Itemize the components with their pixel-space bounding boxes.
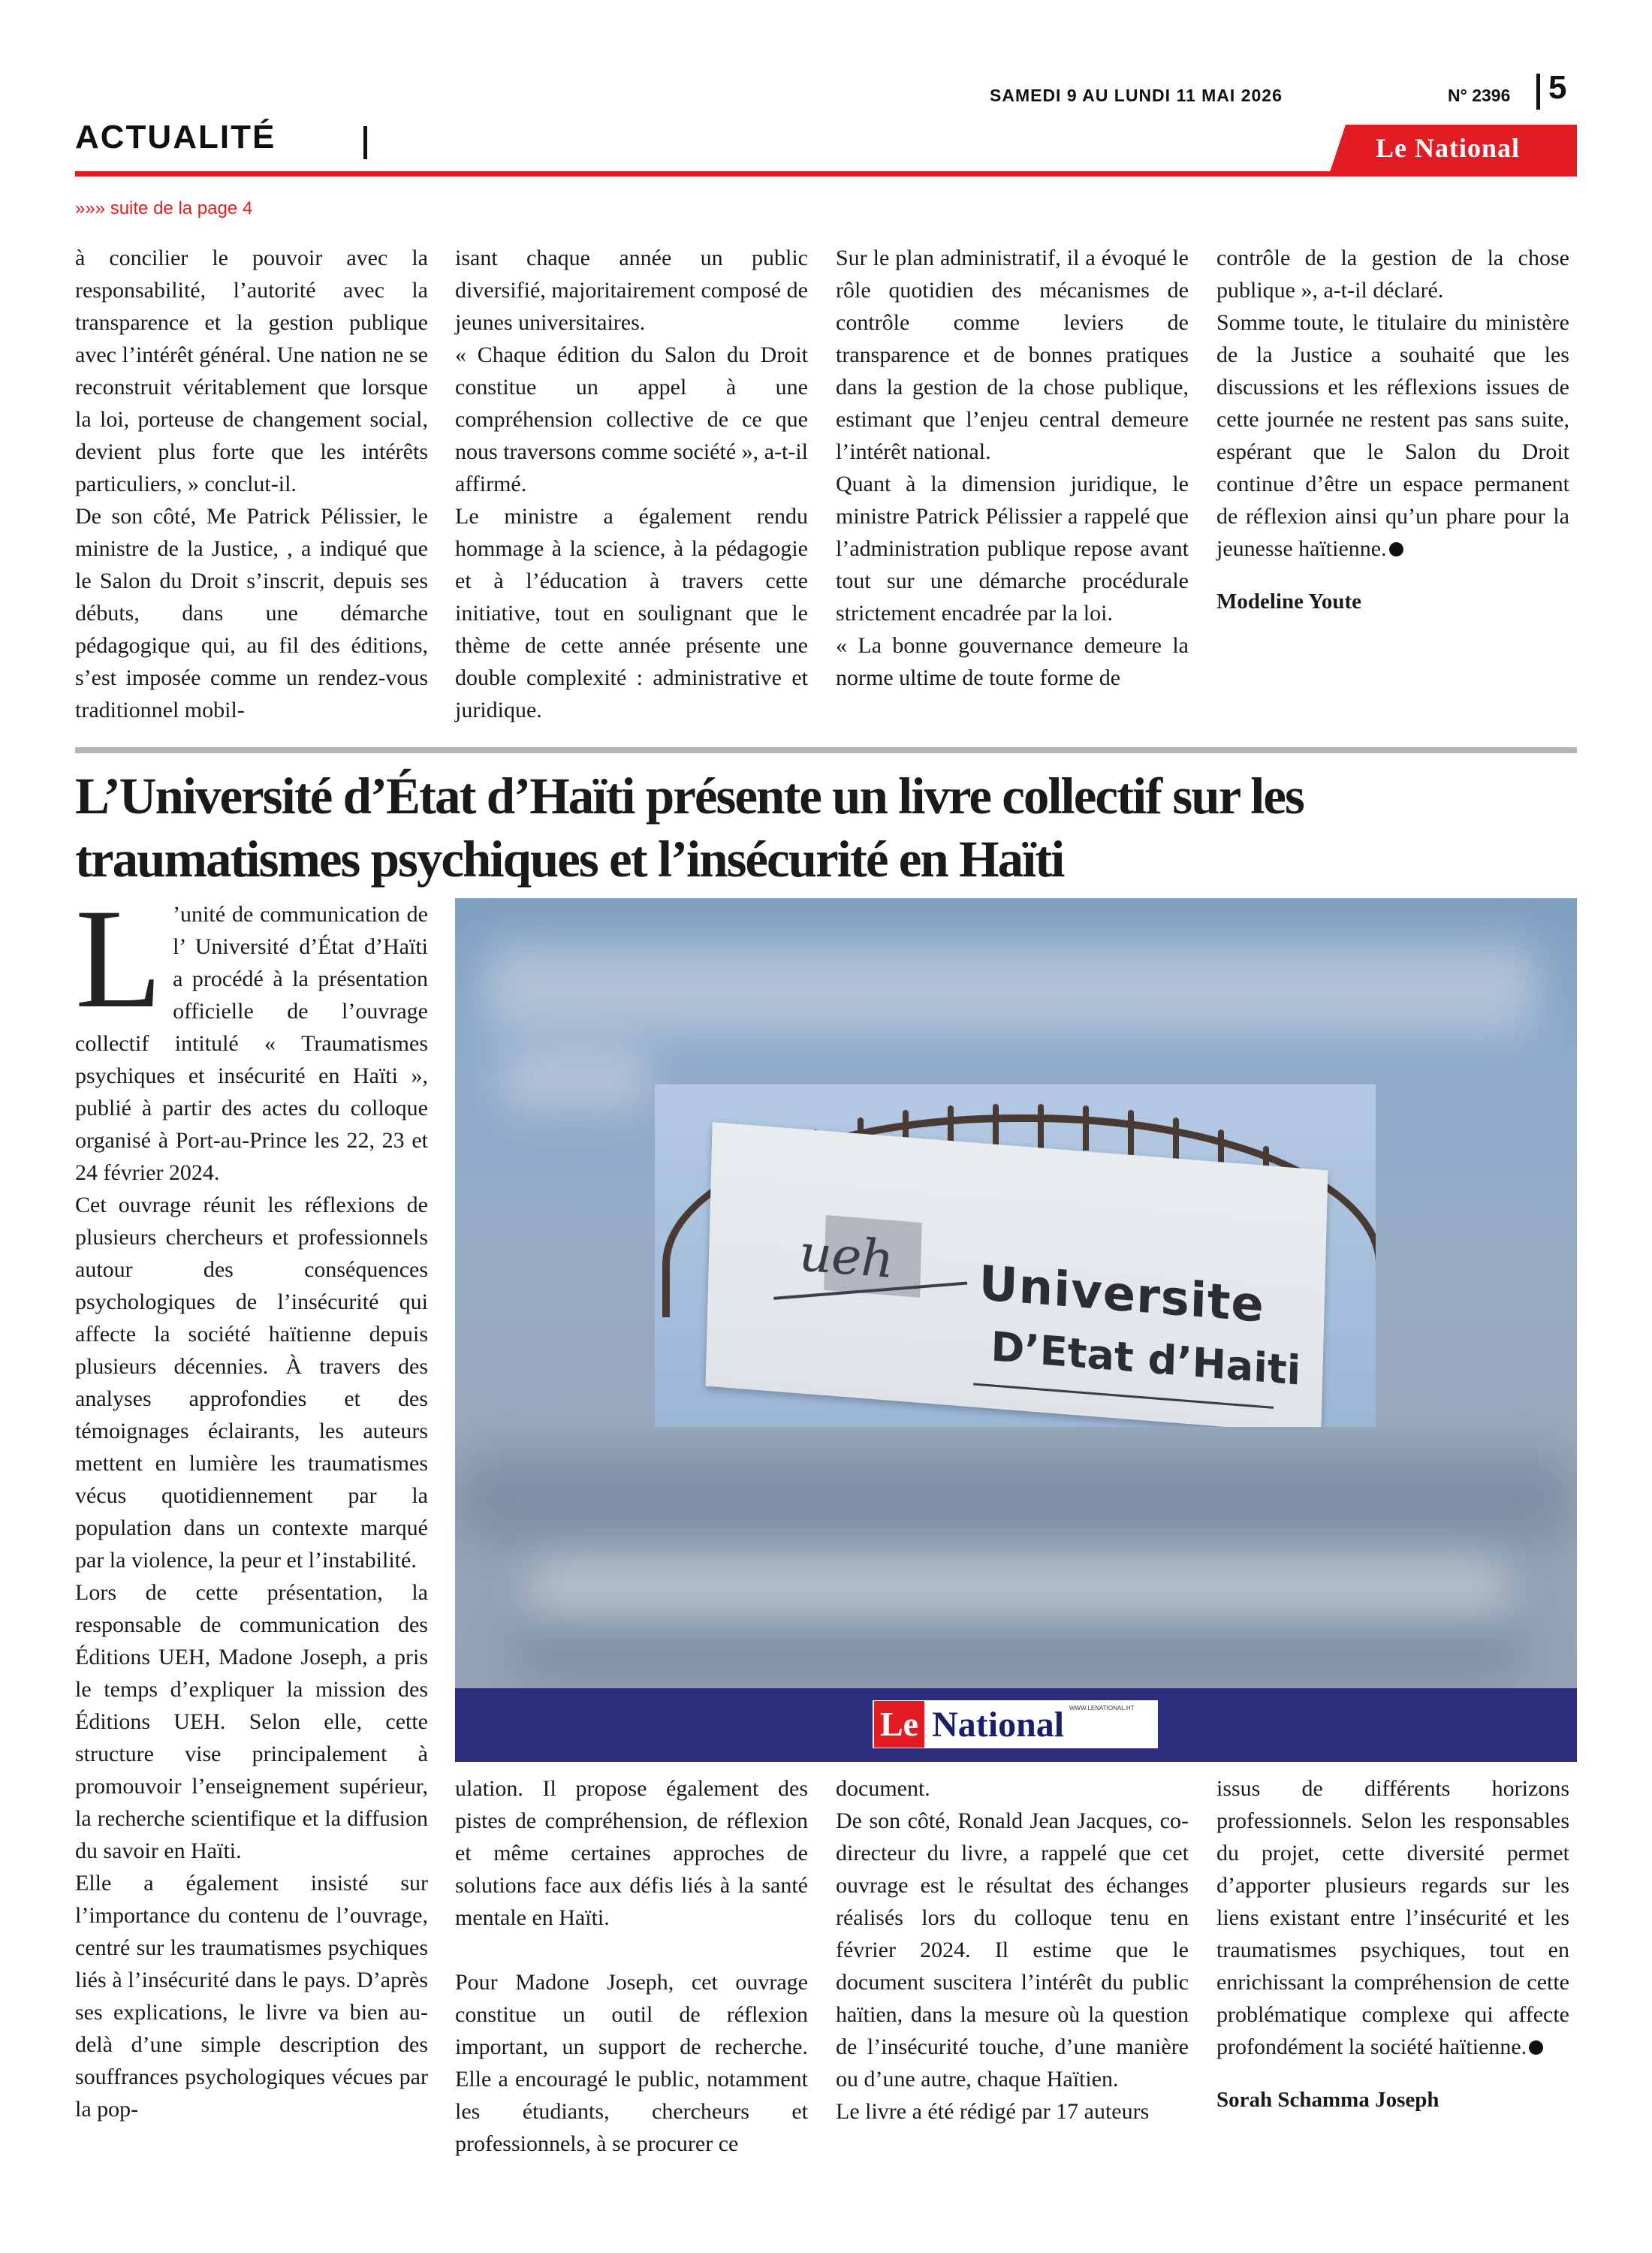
brand-name: Le National	[1376, 133, 1521, 163]
main-article-column-1	[75, 880, 428, 2125]
issue-number: N° 2396	[1448, 86, 1511, 105]
page-number: 5	[1548, 69, 1567, 106]
paragraph: Lors de cette présentation, la responsable de communication des Éditions UEH, Madone Joseph, a pris le temps d’expliquer la mission des Éditions UEH. Selon elle, cette structure vise principalement à promouvoir l’enseignement supérieur, la recherche scientifique et la diffusion du savoir en Haïti.	[75, 1580, 428, 1863]
paragraph: Pour Madone Joseph, cet ouvrage constitue un outil de réflexion important, un support de recherche. Elle a encouragé le public, notamment les étudiants, chercheurs et professionnels, à se procurer ce	[455, 1970, 808, 2156]
main-article-column-2	[455, 1772, 808, 2160]
paragraph: Sur le plan administratif, il a évoqué le rôle quotidien des mécanismes de contrôle comme leviers de transparence et de bonnes pratiques dans la gestion de la chose publique, estimant que l’enjeu central demeure l’intérêt national.	[836, 246, 1189, 464]
header-divider	[1536, 74, 1540, 110]
paragraph-text: Somme toute, le titulaire du ministère de la Justice a souhaité que les discussions et les réflexions issues de cette journée ne restent pas sans suite, espérant que le Salon du Droit continue d’être un espace permanent de réflexion ainsi qu’un phare pour la jeunesse haïtienne.	[1216, 310, 1569, 561]
logo-national: National	[932, 1704, 1065, 1745]
paragraph: « Chaque édition du Salon du Droit constitue un appel à une compréhension collective de ce que nous traversons comme société », a-t-il affirmé.	[455, 342, 808, 496]
paragraph: Elle a également insisté sur l’importance du contenu de l’ouvrage, centré sur les traumatismes psychiques liés à l’insécurité dans le pays. D’après ses explications, le livre va bien au-delà d’une simple description des souffrances psychologiques vécues par la pop-	[75, 1871, 428, 2122]
paragraph	[75, 880, 428, 1189]
paragraph: Cet ouvrage réunit les réflexions de plusieurs chercheurs et professionnels autour des conséquences psychologiques de l’insécurité qui affecte la société haïtienne depuis plusieurs décennies. À travers des analyses approfondies et des témoignages éclairants, les auteurs mettent en lumière les traumatismes vécus quotidiennement par la population dans un contexte marqué par la violence, la peur et l’instabilité.	[75, 1193, 428, 1573]
issue-date: SAMEDI 9 AU LUNDI 11 MAI 2026	[990, 86, 1283, 105]
paragraph	[1216, 1772, 1569, 2063]
paragraph	[1216, 306, 1569, 565]
continued-from: »»» suite de la page 4	[75, 198, 253, 219]
author-byline: Modeline Youte	[1216, 590, 1362, 614]
end-mark-icon	[1389, 542, 1403, 556]
main-article-column-4	[1216, 1772, 1569, 2116]
paragraph: Le livre a été rédigé par 17 auteurs	[836, 2099, 1150, 2124]
paragraph: De son côté, Ronald Jean Jacques, co-directeur du livre, a rappelé que cet ouvrage est le résultat des échanges réalisés lors du colloque tenu en février 2024. Il estime que le document suscitera l’intérêt du public haïtien, dans la mesure où la question de l’insécurité touche, d’une manière ou d’une autre, chaque Haïtien.	[836, 1808, 1189, 2092]
paragraph: De son côté, Me Patrick Pélissier, le ministre de la Justice, , a indiqué que le Salon du Droit s’inscrit, depuis ses débuts, dans une démarche pédagogique qui, au fil des éditions, s’est imposée comme un rendez-vous traditionnel mobil-	[75, 504, 428, 722]
main-article-column-3	[836, 1772, 1189, 2128]
end-mark-icon	[1529, 2040, 1543, 2055]
section-title: ACTUALITÉ	[75, 119, 276, 155]
article-separator	[75, 747, 1577, 753]
paragraph-text: issus de différents horizons professionnels. Selon les responsables du projet, cette diversité permet d’apporter plusieurs regards sur les liens existant entre l’insécurité et les traumatismes psychiques, tout en enrichissant la compréhension de cette problématique complexe qui affecte profondément la société haïtienne.	[1216, 1776, 1569, 2059]
header-rule	[75, 171, 1577, 176]
top-article-column-4	[1216, 242, 1569, 618]
sign-logo-text: ueh	[798, 1223, 894, 1290]
section-divider	[363, 126, 367, 159]
article-photo	[455, 898, 1577, 1762]
paragraph: ulation. Il propose également des pistes de compréhension, de réflexion et même certaines approches de solutions face aux défis liés à la santé mentale en Haïti.	[455, 1776, 808, 1930]
top-article-column-2	[455, 242, 808, 726]
logo-url: WWW.LENATIONAL.HT	[1069, 1705, 1135, 1712]
top-article-column-1	[75, 242, 428, 726]
paragraph: isant chaque année un public diversifié, majoritairement composé de jeunes universitaires.	[455, 246, 808, 335]
paragraph-text: ’unité de communication de l’ Université d’État d’Haïti a procédé à la présentation officielle de l’ouvrage collectif intitulé « Traumatismes psychiques et insécurité en Haïti », publié à partir des actes du colloque organisé à Port-au-Prince les 22, 23 et 24 février 2024.	[75, 902, 428, 1185]
photo-watermark-logo	[873, 1700, 1158, 1748]
sign-photo	[655, 1084, 1376, 1427]
university-sign	[706, 1122, 1328, 1427]
paragraph: document.	[836, 1776, 930, 1801]
paragraph: contrôle de la gestion de la chose publique », a-t-il déclaré.	[1216, 246, 1569, 303]
sign-line-1: Universite	[978, 1256, 1265, 1334]
paragraph: Le ministre a également rendu hommage à la science, à la pédagogie et à l’éducation à travers cette initiative, tout en soulignant que le thème de cette année présente une double complexité : administrative et juridique.	[455, 504, 808, 722]
sign-line-2: D’Etat d’Haiti	[990, 1323, 1301, 1395]
top-article-column-3	[836, 242, 1189, 694]
paragraph: « La bonne gouvernance demeure la norme ultime de toute forme de	[836, 633, 1189, 690]
author-byline: Sorah Schamma Joseph	[1216, 2088, 1439, 2112]
logo-le: Le	[874, 1701, 924, 1748]
paragraph: Quant à la dimension juridique, le ministre Patrick Pélissier a rappelé que l’administration publique repose avant tout sur une démarche procédurale strictement encadrée par la loi.	[836, 472, 1189, 626]
paragraph: à concilier le pouvoir avec la responsabilité, l’autorité avec la transparence et la gestion publique avec l’intérêt général. Une nation ne se reconstruit véritablement que lorsque la loi, porteuse de changement social, devient plus forte que les intérêts particuliers, » conclut-il.	[75, 246, 428, 496]
article-headline: L’Université d’État d’Haïti présente un livre collectif sur les traumatismes psychiques et l’insécurité en Haïti	[75, 768, 1304, 888]
drop-cap: L	[75, 880, 163, 1038]
